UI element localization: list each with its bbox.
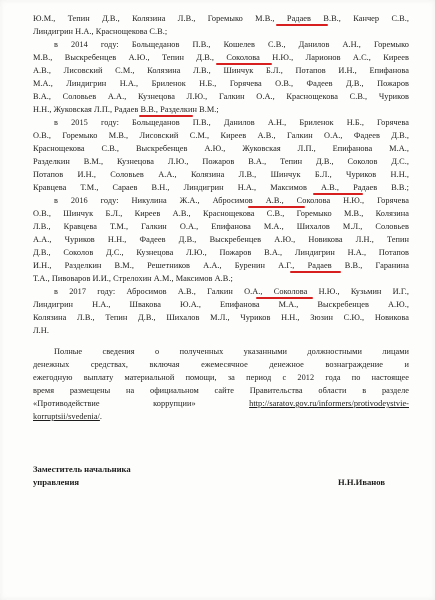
body-line: А.А., Чуриков Н.Н., Фадеев Д.В., Выскребенцев А.Ю., Новикова Л.Н., Тепин [33,235,409,244]
signatory-name: Н.Н.Иванов [338,477,385,487]
body-line: Потапов И.Н., Соловьев А.А., Колязина Л.В., Шинчук Б.Л., Чуриков Н.Н., [33,170,409,179]
closing-paragraph-line: ежегодную выплату материальной помощи, за период с 2012 года по настоящее [33,373,409,382]
year-2016-heading-line: в 2016 году: Никулина Ж.А., Абросимов А.В., Соколова Н.Ю., Горячева [54,196,409,205]
red-underline-radaev [139,115,193,117]
closing-paragraph-line: Полные сведения о полученных указанными должностными лицами [54,347,409,356]
signatory-position: Заместитель начальника [33,464,131,474]
body-line: Разделкин В.М., Кузнецова Л.Ю., Пожаров В.А., Тепин Д.В., Соколов Д.С., [33,157,409,166]
red-underline-radaev [290,271,341,273]
body-line: М.В., Выскребенцев А.Ю., Тепин Д.В., Соколова Н.Ю., Ларионов А.С., Киреев [33,53,409,62]
red-underline-sokolova [216,63,272,65]
year-2017-heading-line: в 2017 году: Абросимов А.В., Галкин О.А., Соколова Н.Ю., Кузьмин И.Г., [54,287,409,296]
red-underline-sokolova [248,206,305,208]
body-line: Линдигрин Н.А., Швакова Ю.А., Епифанова М.А., Выскребенцев А.Ю., [33,300,409,309]
red-underline-sokolova [256,297,313,299]
closing-paragraph-line: время размещены на официальном сайте Правительства области в разделе [33,386,409,395]
body-line: Ю.М., Тепин Д.В., Колязина Л.В., Горемыко М.В., Радаев В.В., Канчер С.В., [33,14,409,23]
body-line: Т.А., Пивоваров И.И., Стрелохин А.М., Максимов А.В.; [33,274,233,283]
closing-paragraph-line [33,412,409,422]
official-site-link-continued[interactable]: korruptsii/svedenia/ [33,412,100,421]
sentence-period: . [99,412,103,421]
red-underline-radaev [313,193,363,195]
section-name: «Противодействие коррупции» [33,399,196,408]
body-line: И.Н., Разделкин В.М., Решетников А.А., Буренин А.Г., Радаев В.В., Гаранина [33,261,409,270]
body-line: Колязина Л.В., Тепин Д.В., Шихалов М.Л., Чуриков Н.Н., Зюзин С.Ю., Новикова [33,313,409,322]
body-line: Кравцева Т.М., Сараев В.Н., Линдигрин Н.А., Максимов А.В., Радаев В.В.; [33,183,409,192]
body-line: В.А., Соловьев А.А., Кузнецова Л.Ю., Галкин О.А., Краснощекова С.В., Чуриков [33,92,409,101]
official-site-link[interactable]: http://saratov.gov.ru/informers/protivodeystvie- [249,399,409,408]
body-line: А.В., Лисовский С.М., Колязина Л.В., Шинчук Б.Л., Потапов И.Н., Епифанова [33,66,409,75]
body-line: О.В., Горемыко М.В., Лисовский С.М., Киреев А.В., Галкин О.А., Фадеев Д.В., [33,131,409,140]
year-2014-heading-line: в 2014 году: Больщеданов П.В., Кошелев С.В., Данилов А.Н., Горемыко [54,40,409,49]
closing-paragraph-line [33,399,409,409]
body-line: Краснощекова С.В., Выскребенцев А.Ю., Жуковская Л.П., Епифанова М.А., [33,144,409,153]
body-line: Л.В., Кравцева Т.М., Галкин О.А., Епифанова М.А., Шихалов М.Л., Соловьев [33,222,409,231]
year-2015-heading-line: в 2015 году: Больщеданов П.В., Данилов А.Н., Бриленок Н.Б., Горячева [54,118,409,127]
red-underline-radaev [276,24,328,26]
body-line: М.А., Линдигрин Н.А., Бриленок Н.Б., Горячева О.В., Фадеев Д.В., Пожаров [33,79,409,88]
body-line: О.В., Шинчук Б.Л., Киреев А.В., Краснощекова С.В., Горемыко М.В., Колязина [33,209,409,218]
body-line: Д.В., Соколов Д.С., Кузнецова Л.Ю., Пожаров В.А., Линдигрин Н.А., Потапов [33,248,409,257]
signatory-position-continued: управления [33,477,80,487]
body-line: Линдигрин Н.А., Краснощекова С.В.; [33,27,168,36]
body-line: Н.Н., Жуковская Л.П., Радаев В.В., Разделкин В.М.; [33,105,219,114]
body-line: Л.Н. [33,326,49,335]
closing-paragraph-line: денежных средствах, включая ежемесячное денежное вознаграждение и [33,360,409,369]
